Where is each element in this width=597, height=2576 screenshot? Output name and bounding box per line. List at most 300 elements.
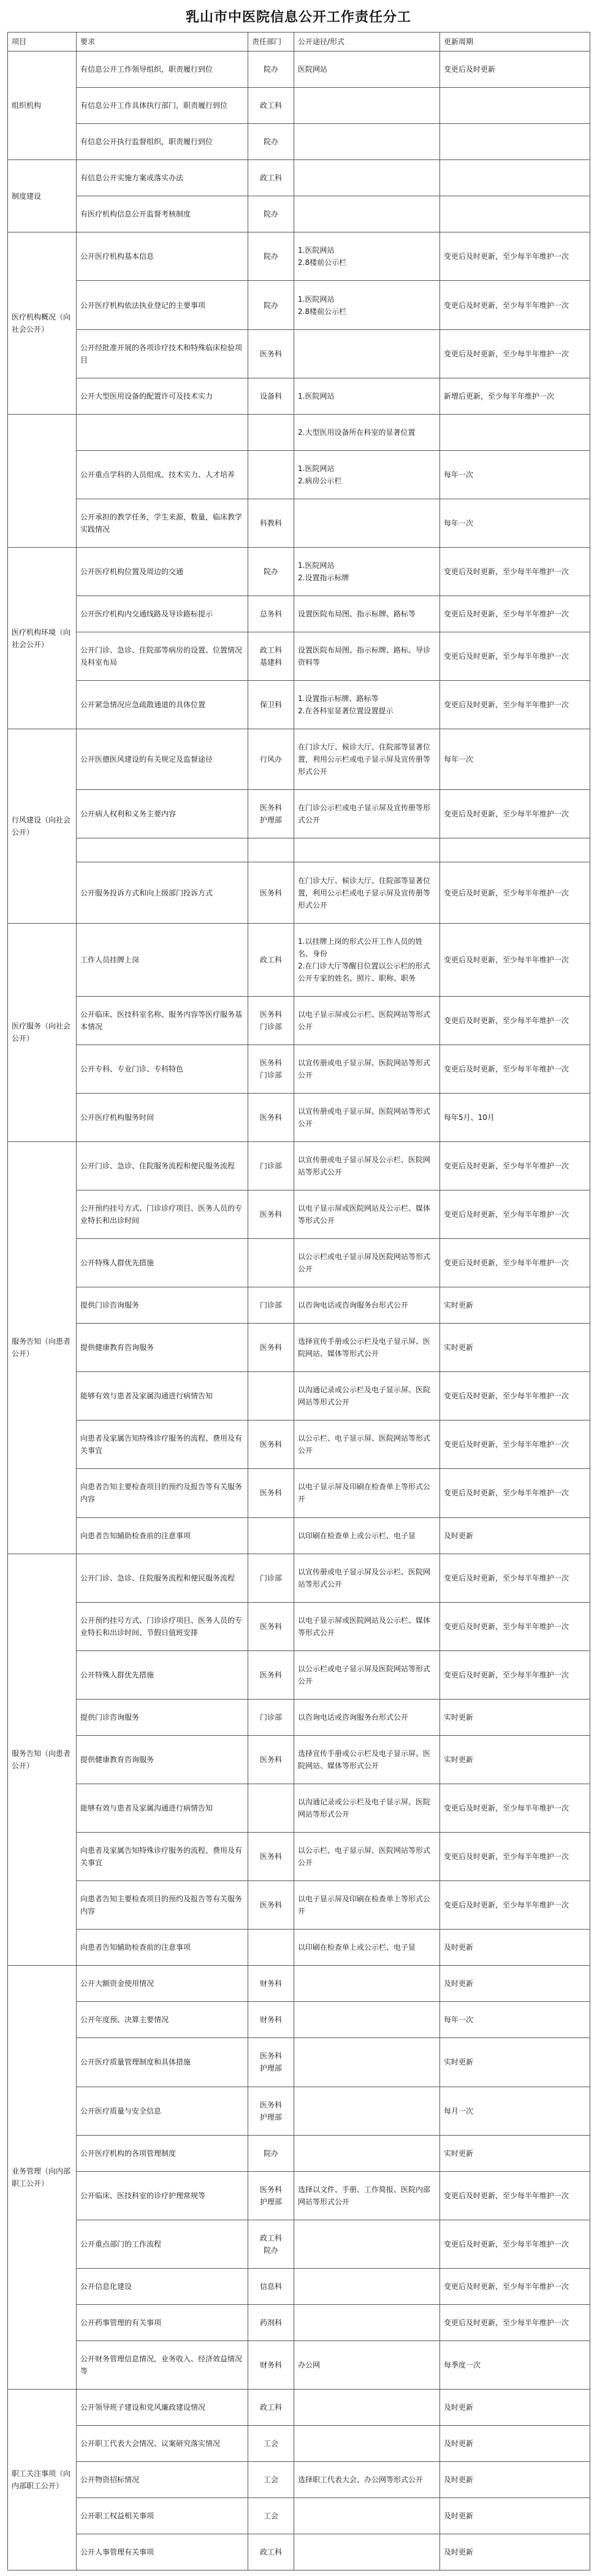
channel-cell (294, 838, 440, 862)
cycle-cell (440, 160, 590, 196)
requirement-cell: 公开特殊人群优先措施 (77, 1239, 248, 1287)
table-row (8, 196, 590, 232)
channel-cell: 以宣传册或电子显示屏及公示栏、医院网站等形式公开 (294, 1141, 440, 1190)
channel-cell (294, 196, 440, 232)
channel-cell: 1.设置指示标牌、路标等 2.在各科室显著位置设置提示 (294, 681, 440, 729)
channel-cell (294, 499, 440, 547)
department-cell: 医务科 (248, 1735, 294, 1784)
table-row (8, 1602, 590, 1650)
department-cell: 政工科 (248, 923, 294, 996)
requirement-cell: 向患者告知辅助检查前的注意事项 (77, 1517, 248, 1554)
page-title: 乳山市中医院信息公开工作责任分工 (185, 9, 411, 25)
cycle-cell: 及时更新 (440, 2534, 590, 2570)
department-cell: 院办 (248, 2135, 294, 2171)
table-row (8, 1239, 590, 1287)
cycle-cell (440, 88, 590, 124)
requirement-cell: 公开领导班子建设和党风廉政建设情况 (77, 2390, 248, 2426)
requirement-cell: 公开重点学科的人员组成、技术实力、人才培养 (77, 450, 248, 499)
table-row (8, 414, 590, 450)
channel-cell (294, 1966, 440, 2002)
table-row (8, 1287, 590, 1324)
cycle-cell: 变更后及时更新，至少每半年维护一次 (440, 1045, 590, 1093)
cycle-cell (440, 196, 590, 232)
table-row (8, 596, 590, 632)
department-cell: 科教科 (248, 499, 294, 547)
channel-cell: 以公示栏、电子显示屏、医院网站等形式公开 (294, 1833, 440, 1881)
requirement-cell: 向患者及家属告知特殊诊疗服务的流程、费用及有关事宜 (77, 1420, 248, 1469)
requirement-cell: 公开临床、医技科室名称、服务内容等医疗服务基本情况 (77, 996, 248, 1045)
channel-cell: 办公网 (294, 2340, 440, 2389)
table-row (8, 499, 590, 547)
department-cell: 政工科 院办 (248, 2220, 294, 2268)
channel-cell (294, 329, 440, 378)
channel-cell: 以公示栏、电子显示屏、医院网站等形式公开 (294, 1420, 440, 1469)
channel-cell: 设置医院布局图、指示标牌、路标、导诊资料等 (294, 632, 440, 681)
requirement-cell: 公开药事管理的有关事项 (77, 2304, 248, 2340)
cycle-cell: 变更后及时更新，至少每半年维护一次 (440, 1650, 590, 1699)
department-cell: 政工科 (248, 88, 294, 124)
cycle-cell: 变更后及时更新 (440, 52, 590, 88)
channel-cell: 1.以挂牌上岗的形式公开工作人员的姓名、身份 2.在门诊大厅等醒目位置以公示栏的形式公开专家的姓名、照片、职称、职务 (294, 923, 440, 996)
channel-cell: 在门诊大厅、候诊大厅、住院部等显著位置，利用公示栏或电子显示屏及宣传册等形式公开 (294, 729, 440, 790)
channel-cell: 1.医院网站 2.8楼前公示栏 (294, 232, 440, 281)
requirement-cell: 公开医疗机构位置及周边的交通 (77, 547, 248, 596)
department-cell: 医务科 护理部 (248, 2171, 294, 2220)
cycle-cell: 新增后更新，至少每半年维护一次 (440, 378, 590, 414)
channel-cell (294, 2220, 440, 2268)
channel-cell: 1.医院网站 2.8楼前公示栏 (294, 281, 440, 329)
cycle-cell: 变更后及时更新，至少每半年维护一次 (440, 1833, 590, 1881)
table-row (8, 1554, 590, 1602)
requirement-cell: 公开医疗机构内交通线路及导诊路标提示 (77, 596, 248, 632)
cycle-cell (440, 838, 590, 862)
channel-cell (294, 2087, 440, 2135)
category-cell: 业务管理（向内部职工公开） (8, 1966, 77, 2390)
table-row (8, 2038, 590, 2087)
department-cell: 门诊部 (248, 1287, 294, 1324)
requirement-cell: 公开承担的教学任务，学生来源，数量，临床教学实践情况 (77, 499, 248, 547)
cycle-cell: 及时更新 (440, 1517, 590, 1554)
category-cell: 服务告知（向患者公开） (8, 1141, 77, 1554)
table-row (8, 1699, 590, 1735)
channel-cell: 以公示栏或电子显示屏及医院网站等形式公开 (294, 1650, 440, 1699)
table-row (8, 1833, 590, 1881)
department-cell: 院办 (248, 196, 294, 232)
cycle-cell: 变更后及时更新，至少每半年维护一次 (440, 1420, 590, 1469)
channel-cell: 在门诊公示栏或电子显示屏及宣传册等形式公开 (294, 790, 440, 838)
requirement-cell: 工作人员挂牌上岗 (77, 923, 248, 996)
channel-cell (294, 88, 440, 124)
table-row (8, 232, 590, 281)
requirement-cell: 公开病人权利和义务主要内容 (77, 790, 248, 838)
department-cell: 院办 (248, 124, 294, 160)
table-row (8, 2304, 590, 2340)
requirement-cell: 向患者及家属告知特殊诊疗服务的流程、费用及有关事宜 (77, 1833, 248, 1881)
requirement-cell: 公开大额资金使用情况 (77, 1966, 248, 2002)
requirement-cell: 公开专科、专业门诊、专科特色 (77, 1045, 248, 1093)
table-row (8, 681, 590, 729)
channel-cell (294, 2038, 440, 2087)
requirement-cell: 向患者告知辅助检查前的注意事项 (77, 1930, 248, 1966)
channel-cell: 在门诊大厅、候诊大厅、住院部等显著位置，利用公示栏或电子显示屏及宣传册等形式公开 (294, 862, 440, 923)
requirement-cell: 有信息公开实施方案或落实办法 (77, 160, 248, 196)
cycle-cell: 及时更新 (440, 1966, 590, 2002)
department-cell: 院办 (248, 547, 294, 596)
cycle-cell: 变更后及时更新，至少每半年维护一次 (440, 596, 590, 632)
category-cell: 医疗服务（向社会公开） (8, 923, 77, 1141)
requirement-cell: 公开信息化建设 (77, 2268, 248, 2304)
channel-cell: 以印刷在检查单上或公示栏、电子显 (294, 1517, 440, 1554)
requirement-cell: 能够有效与患者及家属沟通进行病情告知 (77, 1372, 248, 1420)
channel-cell: 以印刷在检查单上或公示栏、电子显 (294, 1930, 440, 1966)
table-header-row (8, 33, 590, 52)
department-cell: 工会 (248, 2426, 294, 2462)
channel-cell: 以电子显示屏及印刷在检查单上等形式公开 (294, 1469, 440, 1517)
channel-cell: 选择以文件、手册、工作简报、医院内部网站等形式公开 (294, 2171, 440, 2220)
responsibility-table (7, 32, 590, 2570)
department-cell: 医务科 (248, 1093, 294, 1141)
department-cell: 医务科 (248, 1469, 294, 1517)
requirement-cell: 有医疗机构信息公开监督考核制度 (77, 196, 248, 232)
department-cell: 设备科 (248, 378, 294, 414)
department-cell: 医务科 (248, 1420, 294, 1469)
table-row (8, 1784, 590, 1832)
table-row (8, 2268, 590, 2304)
channel-cell (294, 2498, 440, 2534)
cycle-cell: 每月一次 (440, 2087, 590, 2135)
requirement-cell: 公开预约挂号方式、门诊诊疗项目、医务人员的专业特长和出诊时间 (77, 1190, 248, 1238)
cycle-cell: 每年一次 (440, 729, 590, 790)
cycle-cell (440, 124, 590, 160)
cycle-cell: 变更后及时更新，至少每半年维护一次 (440, 862, 590, 923)
department-cell: 总务科 (248, 596, 294, 632)
department-cell: 药剂科 (248, 2304, 294, 2340)
department-cell (248, 414, 294, 450)
header-department: 责任部门 (248, 33, 294, 52)
department-cell: 政工科 (248, 2534, 294, 2570)
requirement-cell: 公开医疗机构基本信息 (77, 232, 248, 281)
department-cell: 财务科 (248, 2002, 294, 2038)
table-row (8, 378, 590, 414)
table-row (8, 862, 590, 923)
table-row (8, 1324, 590, 1372)
department-cell: 医务科 (248, 1650, 294, 1699)
cycle-cell: 变更后及时更新，至少每半年维护一次 (440, 2268, 590, 2304)
cycle-cell: 变更后及时更新，至少每半年维护一次 (440, 1141, 590, 1190)
table-row (8, 996, 590, 1045)
department-cell (248, 1239, 294, 1287)
table-row (8, 1420, 590, 1469)
table-row (8, 1469, 590, 1517)
department-cell: 医务科 (248, 329, 294, 378)
header-cycle: 更新周期 (440, 33, 590, 52)
requirement-cell: 公开医疗机构服务时间 (77, 1093, 248, 1141)
requirement-cell: 公开门诊、急诊、住院服务流程和便民服务流程 (77, 1141, 248, 1190)
channel-cell: 选择宣传手册或公示栏及电子显示屏、医院网站、媒体等形式公开 (294, 1324, 440, 1372)
channel-cell: 以电子显示屏及印刷在检查单上等形式公开 (294, 1881, 440, 1930)
requirement-cell: 向患者告知主要检查项目的预约及报告等有关服务内容 (77, 1881, 248, 1930)
channel-cell: 以沟通记录或公示栏及电子显示屏、医院网站等形式公开 (294, 1372, 440, 1420)
channel-cell: 1.医院网站 2.设置指示标牌 (294, 547, 440, 596)
requirement-cell (77, 414, 248, 450)
cycle-cell: 变更后及时更新，至少每半年维护一次 (440, 681, 590, 729)
table-row (8, 88, 590, 124)
requirement-cell: 提供健康教育咨询服务 (77, 1735, 248, 1784)
table-row (8, 790, 590, 838)
cycle-cell: 变更后及时更新，至少每半年维护一次 (440, 790, 590, 838)
requirement-cell: 公开经批准开展的各项诊疗技术和特殊临床检验项目 (77, 329, 248, 378)
cycle-cell: 每年一次 (440, 450, 590, 499)
cycle-cell: 变更后及时更新，至少每半年维护一次 (440, 2171, 590, 2220)
channel-cell: 以咨询电话或咨询服务台形式公开 (294, 1287, 440, 1324)
department-cell: 财务科 (248, 1966, 294, 2002)
table-row (8, 281, 590, 329)
channel-cell: 1.医院网站 2.病房公示栏 (294, 450, 440, 499)
cycle-cell: 变更后及时更新，至少每半年维护一次 (440, 1372, 590, 1420)
channel-cell: 以沟通记录或公示栏及电子显示屏、医院网站等形式公开 (294, 1784, 440, 1832)
requirement-cell: 公开物资招标情况 (77, 2462, 248, 2498)
table-row (8, 2534, 590, 2570)
table-row (8, 160, 590, 196)
channel-cell (294, 2135, 440, 2171)
requirement-cell: 公开预约挂号方式、门诊诊疗项目、医务人员的专业特长和出诊时间、节假日值班安排 (77, 1602, 248, 1650)
table-row (8, 2220, 590, 2268)
department-cell: 医务科 护理部 (248, 2038, 294, 2087)
department-cell: 工会 (248, 2498, 294, 2534)
table-row (8, 2087, 590, 2135)
requirement-cell: 提供门诊咨询服务 (77, 1287, 248, 1324)
requirement-cell: 公开职工权益相关事项 (77, 2498, 248, 2534)
table-row (8, 547, 590, 596)
cycle-cell: 变更后及时更新，至少每半年维护一次 (440, 329, 590, 378)
channel-cell: 以宣传册或电子显示屏及公示栏、医院网站等形式公开 (294, 1554, 440, 1602)
requirement-cell: 公开医疗质量管理制度和具体措施 (77, 2038, 248, 2087)
requirement-cell (77, 838, 248, 862)
requirement-cell: 公开门诊、急诊、住院部等病房的设置、位置情况及科室布局 (77, 632, 248, 681)
channel-cell (294, 2426, 440, 2462)
department-cell: 行风办 (248, 729, 294, 790)
department-cell (248, 450, 294, 499)
table-row (8, 729, 590, 790)
requirement-cell: 公开年度预、决算主要情况 (77, 2002, 248, 2038)
department-cell: 医务科 (248, 1881, 294, 1930)
cycle-cell: 实时更新 (440, 1735, 590, 1784)
table-row (8, 1650, 590, 1699)
channel-cell: 选择职工代表大会、办公网等形式公开 (294, 2462, 440, 2498)
channel-cell (294, 124, 440, 160)
department-cell: 医务科 门诊部 (248, 1045, 294, 1093)
cycle-cell: 变更后及时更新，至少每半年维护一次 (440, 2220, 590, 2268)
cycle-cell: 每年一次 (440, 2002, 590, 2038)
cycle-cell: 变更后及时更新，至少每半年维护一次 (440, 232, 590, 281)
cycle-cell: 及时更新 (440, 2390, 590, 2426)
department-cell: 政工科 基建科 (248, 632, 294, 681)
category-cell (8, 414, 77, 547)
department-cell: 院办 (248, 232, 294, 281)
cycle-cell: 实时更新 (440, 1324, 590, 1372)
table-row (8, 1966, 590, 2002)
department-cell: 政工科 (248, 160, 294, 196)
requirement-cell: 有信息公开工作具体执行部门，职责履行到位 (77, 88, 248, 124)
table-row (8, 2135, 590, 2171)
channel-cell (294, 2002, 440, 2038)
cycle-cell: 及时更新 (440, 2426, 590, 2462)
department-cell: 政工科 (248, 2390, 294, 2426)
department-cell: 医务科 护理部 (248, 2087, 294, 2135)
cycle-cell: 变更后及时更新，至少每半年维护一次 (440, 1190, 590, 1238)
channel-cell (294, 2390, 440, 2426)
channel-cell: 1.医院网站 (294, 378, 440, 414)
channel-cell: 以电子显示屏或公示栏、医院网站等形式公开 (294, 996, 440, 1045)
category-cell: 医疗机构概况（向社会公开） (8, 232, 77, 414)
cycle-cell: 变更后及时更新，至少每半年维护一次 (440, 1602, 590, 1650)
channel-cell: 选择宣传手册或公示栏及电子显示屏、医院网站、媒体等形式公开 (294, 1735, 440, 1784)
department-cell (248, 1930, 294, 1966)
department-cell: 信息科 (248, 2268, 294, 2304)
requirement-cell: 提供门诊咨询服务 (77, 1699, 248, 1735)
requirement-cell: 公开医疗质量与安全信息 (77, 2087, 248, 2135)
channel-cell: 2.大型医用设备所在科室的显著位置 (294, 414, 440, 450)
requirement-cell: 公开服务投诉方式和向上级部门投诉方式 (77, 862, 248, 923)
channel-cell (294, 2534, 440, 2570)
channel-cell (294, 160, 440, 196)
cycle-cell: 变更后及时更新，至少每半年维护一次 (440, 1239, 590, 1287)
cycle-cell: 变更后及时更新，至少每半年维护一次 (440, 1554, 590, 1602)
requirement-cell: 公开大型医用设备的配置许可及技术实力 (77, 378, 248, 414)
department-cell: 医务科 (248, 1324, 294, 1372)
department-cell: 医务科 (248, 1833, 294, 1881)
table-row (8, 329, 590, 378)
requirement-cell: 公开门诊、急诊、住院服务流程和便民服务流程 (77, 1554, 248, 1602)
table-row (8, 52, 590, 88)
requirement-cell: 公开财务管理信息情况，业务收入、经济效益情况等 (77, 2340, 248, 2389)
requirement-cell: 公开人事管理有关事项 (77, 2534, 248, 2570)
requirement-cell: 公开职工代表大会情况、议案研究落实情况 (77, 2426, 248, 2462)
category-cell: 行风建设（向社会公开） (8, 729, 77, 923)
cycle-cell: 变更后及时更新，至少每半年维护一次 (440, 281, 590, 329)
department-cell: 门诊部 (248, 1699, 294, 1735)
cycle-cell: 实时更新 (440, 2038, 590, 2087)
cycle-cell: 及时更新 (440, 1930, 590, 1966)
table-row (8, 2340, 590, 2389)
cycle-cell: 及时更新 (440, 2498, 590, 2534)
department-cell: 医务科 (248, 1190, 294, 1238)
channel-cell: 以公示栏或电子显示屏及医院网站等形式公开 (294, 1239, 440, 1287)
category-cell: 职工关注事项（向内部职工公开） (8, 2390, 77, 2570)
department-cell (248, 1517, 294, 1554)
table-row (8, 450, 590, 499)
table-row (8, 2171, 590, 2220)
table-row (8, 632, 590, 681)
cycle-cell: 实时更新 (440, 2135, 590, 2171)
department-cell: 医务科 (248, 862, 294, 923)
table-row (8, 1735, 590, 1784)
department-cell (248, 1784, 294, 1832)
channel-cell (294, 2304, 440, 2340)
table-row (8, 124, 590, 160)
category-cell: 服务告知（向患者公开） (8, 1554, 77, 1966)
department-cell: 医务科 (248, 1602, 294, 1650)
table-row (8, 1930, 590, 1966)
department-cell (248, 1372, 294, 1420)
channel-cell (294, 2268, 440, 2304)
table-row (8, 838, 590, 862)
channel-cell: 以宣传册或电子显示屏、医院网站等形式公开 (294, 1093, 440, 1141)
channel-cell: 医院网站 (294, 52, 440, 88)
header-requirement: 要求 (77, 33, 248, 52)
header-category: 项目 (8, 33, 77, 52)
cycle-cell (440, 414, 590, 450)
cycle-cell: 变更后及时更新，至少每半年维护一次 (440, 547, 590, 596)
department-cell: 医务科 护理部 (248, 790, 294, 838)
table-row (8, 2462, 590, 2498)
cycle-cell: 变更后及时更新，至少每半年维护一次 (440, 2304, 590, 2340)
requirement-cell: 有信息公开执行监督组织，职责履行到位 (77, 124, 248, 160)
table-row (8, 1517, 590, 1554)
cycle-cell: 及时更新 (440, 2462, 590, 2498)
requirement-cell: 公开重点部门的工作流程 (77, 2220, 248, 2268)
table-row (8, 2498, 590, 2534)
cycle-cell: 变更后及时更新，至少每半年维护一次 (440, 1881, 590, 1930)
cycle-cell: 每年5月、10月 (440, 1093, 590, 1141)
table-row (8, 2426, 590, 2462)
department-cell: 保卫科 (248, 681, 294, 729)
requirement-cell: 公开医德医风建设的有关规定及监督途径 (77, 729, 248, 790)
cycle-cell: 变更后及时更新，至少每半年维护一次 (440, 996, 590, 1045)
requirement-cell: 提供健康教育咨询服务 (77, 1324, 248, 1372)
requirement-cell: 公开医疗机构依法执业登记的主要事项 (77, 281, 248, 329)
cycle-cell: 每年一次 (440, 499, 590, 547)
requirement-cell: 能够有效与患者及家属沟通进行病情告知 (77, 1784, 248, 1832)
table-row (8, 2002, 590, 2038)
requirement-cell: 有信息公开工作领导组织，职责履行到位 (77, 52, 248, 88)
cycle-cell: 实时更新 (440, 1287, 590, 1324)
category-cell: 医疗机构环境（向社会公开） (8, 547, 77, 729)
cycle-cell: 变更后及时更新，至少每半年维护一次 (440, 1784, 590, 1832)
requirement-cell: 向患者告知主要检查项目的预约及报告等有关服务内容 (77, 1469, 248, 1517)
channel-cell: 以宣传册或电子显示屏、医院网站等形式公开 (294, 1045, 440, 1093)
table-row (8, 2390, 590, 2426)
department-cell: 财务科 (248, 2340, 294, 2389)
channel-cell: 以咨询电话或咨询服务台形式公开 (294, 1699, 440, 1735)
department-cell: 工会 (248, 2462, 294, 2498)
table-row (8, 1093, 590, 1141)
category-cell: 制度建设 (8, 160, 77, 232)
table-row (8, 1141, 590, 1190)
table-row (8, 1045, 590, 1093)
category-cell: 组织机构 (8, 52, 77, 160)
cycle-cell: 变更后及时更新，至少每半年维护一次 (440, 1469, 590, 1517)
cycle-cell: 每季度一次 (440, 2340, 590, 2389)
requirement-cell: 公开紧急情况应急疏散通道的具体位置 (77, 681, 248, 729)
channel-cell: 设置医院布局图、指示标牌、路标等 (294, 596, 440, 632)
channel-cell: 以电子显示屏或医院网站及公示栏、媒体等形式公开 (294, 1602, 440, 1650)
department-cell: 门诊部 (248, 1141, 294, 1190)
requirement-cell: 公开医疗机构的各项管理制度 (77, 2135, 248, 2171)
table-row (8, 1190, 590, 1238)
cycle-cell: 实时更新 (440, 1699, 590, 1735)
table-row (8, 923, 590, 996)
table-body (8, 52, 590, 2570)
table-row (8, 1881, 590, 1930)
table-row (8, 1372, 590, 1420)
cycle-cell: 变更后及时更新，至少每半年维护一次 (440, 923, 590, 996)
department-cell: 院办 (248, 52, 294, 88)
requirement-cell: 公开临床、医技科室的诊疗护理常规等 (77, 2171, 248, 2220)
header-channel: 公开途径/形式 (294, 33, 440, 52)
requirement-cell: 公开特殊人群优先措施 (77, 1650, 248, 1699)
department-cell: 院办 (248, 281, 294, 329)
